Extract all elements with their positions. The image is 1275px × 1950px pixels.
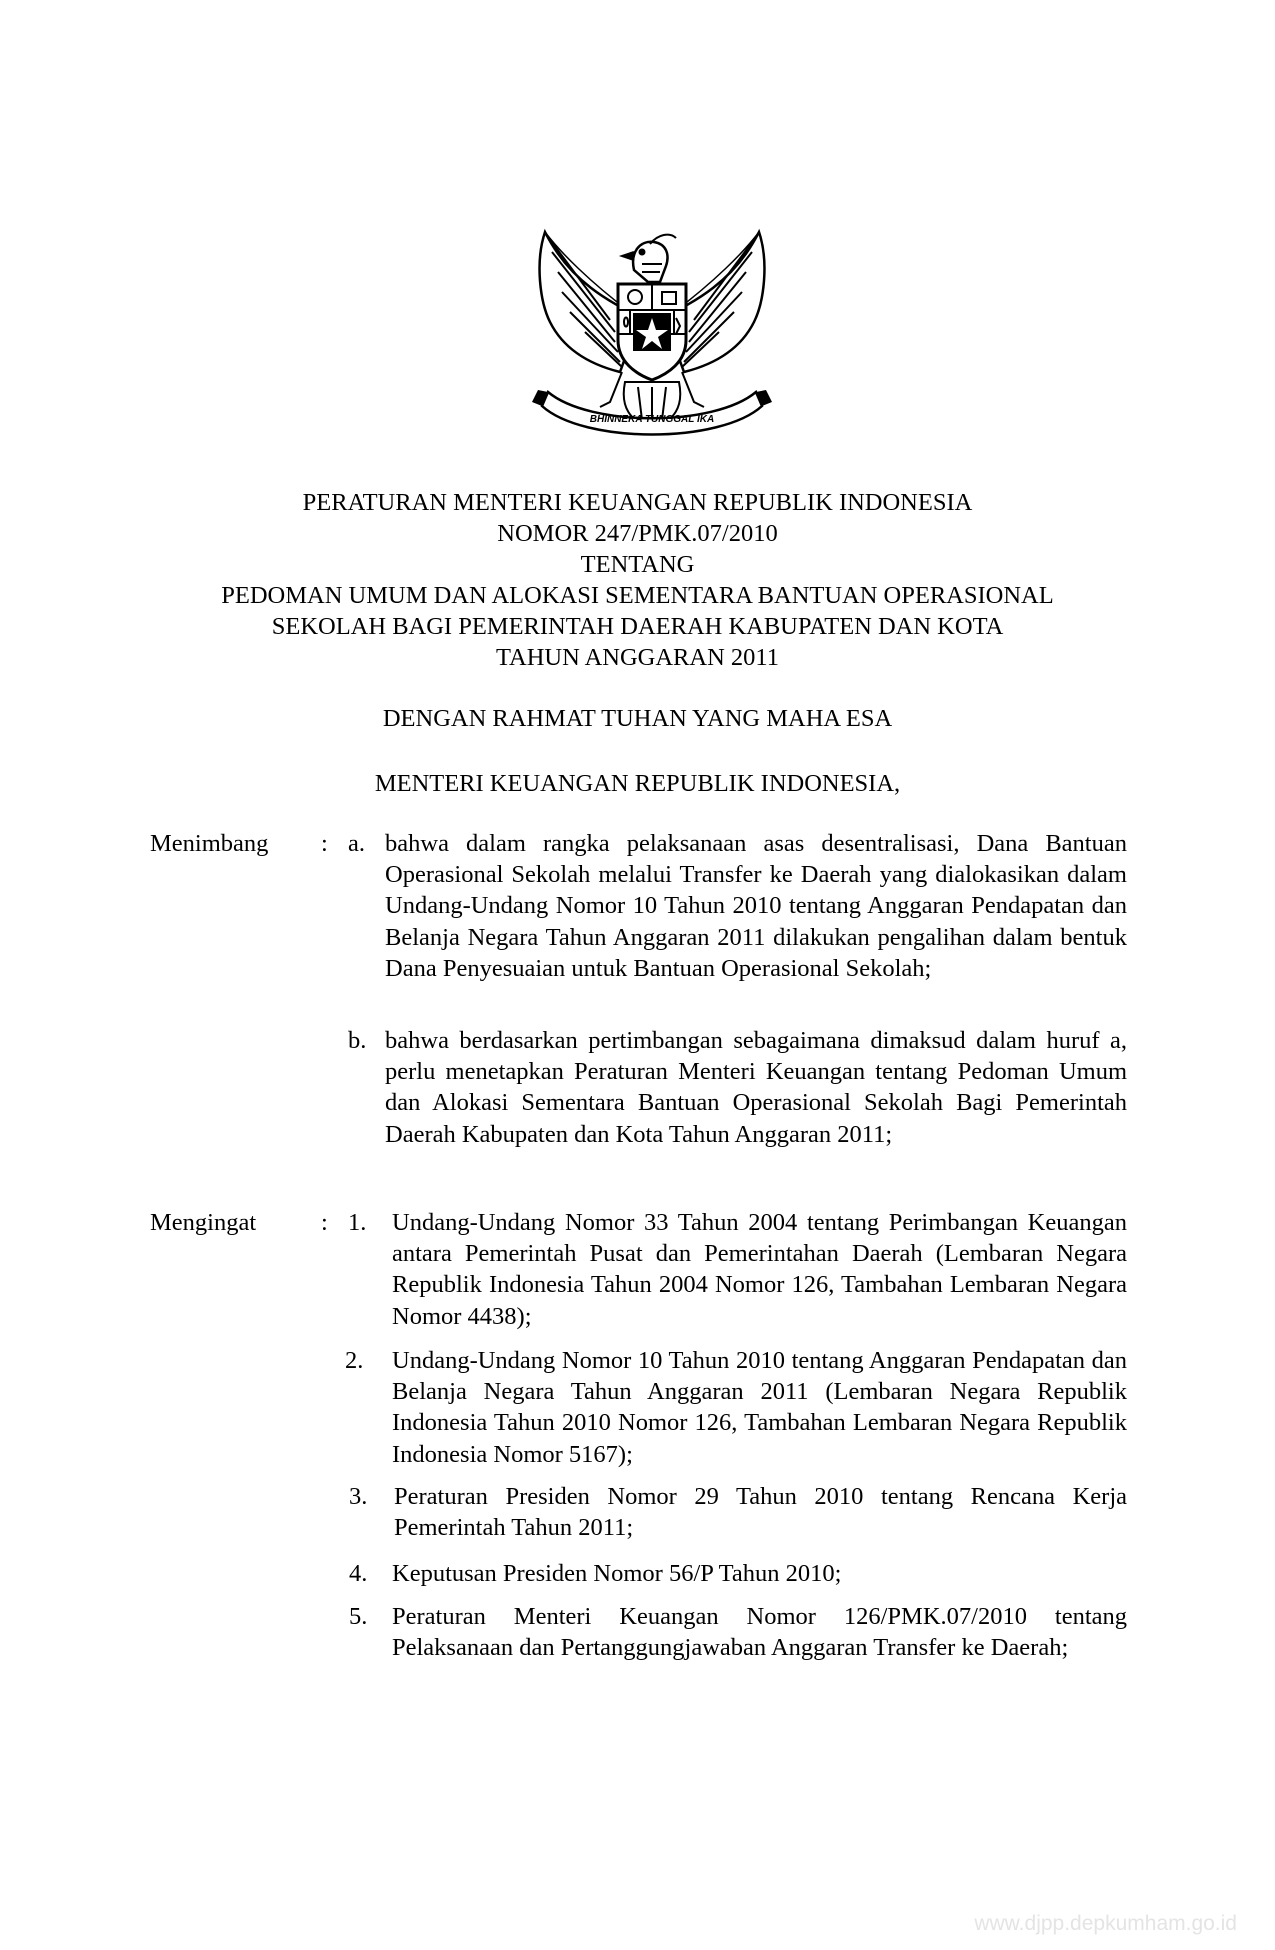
menimbang-item-b: bahwa berdasarkan pertimbangan sebagaimana dimaksud dalam huruf a, perlu menetapkan Peraturan Menteri Keuangan tentang Pedoman Umum dan Alokasi Sementara Bantuan Operasional Sekolah Bagi Pemerintah Daerah Kabupaten dan Kota Tahun Anggaran 2011; — [385, 1027, 1127, 1148]
mengingat-marker-1: 1. — [348, 1209, 367, 1236]
heading-line-4: PEDOMAN UMUM DAN ALOKASI SEMENTARA BANTUAN OPERASIONAL — [221, 582, 1054, 609]
menimbang-item-a: bahwa dalam rangka pelaksanaan asas desentralisasi, Dana Bantuan Operasional Sekolah melalui Transfer ke Daerah yang dialokasikan dalam Undang-Undang Nomor 10 Tahun 2010 tentang Anggaran Pendapatan dan Belanja Negara Tahun Anggaran 2011 dilakukan pengalihan dalam bentuk Dana Penyesuaian untuk Bantuan Operasional Sekolah; — [385, 830, 1127, 982]
watermark-url: www.djpp.depkumham.go.id — [974, 1912, 1237, 1935]
mengingat-marker-3: 3. — [349, 1483, 368, 1510]
garuda-emblem-icon — [530, 222, 774, 455]
mengingat-item-5: Peraturan Menteri Keuangan Nomor 126/PMK.07/2010 tentang Pelaksanaan dan Pertanggungjawaban Anggaran Transfer ke Daerah; — [392, 1603, 1127, 1662]
mengingat-marker-4: 4. — [349, 1560, 368, 1587]
mengingat-item-3: Peraturan Presiden Nomor 29 Tahun 2010 tentang Rencana Kerja Pemerintah Tahun 2011; — [394, 1483, 1127, 1542]
mengingat-item-1: Undang-Undang Nomor 33 Tahun 2004 tentang Perimbangan Keuangan antara Pemerintah Pusat dan Pemerintahan Daerah (Lembaran Negara Republik Indonesia Tahun 2004 Nomor 126, Tambahan Lembaran Negara Nomor 4438); — [392, 1209, 1127, 1330]
heading-line-1: PERATURAN MENTERI KEUANGAN REPUBLIK INDONESIA — [302, 489, 973, 516]
menimbang-colon: : — [321, 830, 328, 857]
invocation: DENGAN RAHMAT TUHAN YANG MAHA ESA — [382, 705, 893, 732]
menimbang-marker-b: b. — [348, 1027, 367, 1054]
motto-text: BHINNEKA TUNGGAL IKA — [589, 414, 715, 425]
mengingat-marker-2: 2. — [345, 1347, 364, 1374]
heading-line-6: TAHUN ANGGARAN 2011 — [496, 644, 779, 671]
mengingat-colon: : — [321, 1209, 328, 1236]
heading-line-5: SEKOLAH BAGI PEMERINTAH DAERAH KABUPATEN DAN KOTA — [271, 613, 1004, 640]
heading-line-3: TENTANG — [580, 551, 695, 578]
minister-title: MENTERI KEUANGAN REPUBLIK INDONESIA, — [374, 770, 901, 797]
heading-line-2: NOMOR 247/PMK.07/2010 — [497, 520, 778, 547]
mengingat-label: Mengingat — [150, 1209, 257, 1236]
mengingat-item-2: Undang-Undang Nomor 10 Tahun 2010 tentang Anggaran Pendapatan dan Belanja Negara Tahun Anggaran 2011 (Lembaran Negara Republik Indonesia Tahun 2010 Nomor 126, Tambahan Lembaran Negara Republik Indonesia Nomor 5167); — [392, 1347, 1127, 1468]
regulation-heading — [0, 487, 1275, 673]
menimbang-marker-a: a. — [348, 830, 365, 857]
menimbang-label: Menimbang — [150, 830, 269, 857]
mengingat-item-4: Keputusan Presiden Nomor 56/P Tahun 2010; — [392, 1560, 842, 1587]
mengingat-marker-5: 5. — [349, 1603, 368, 1630]
